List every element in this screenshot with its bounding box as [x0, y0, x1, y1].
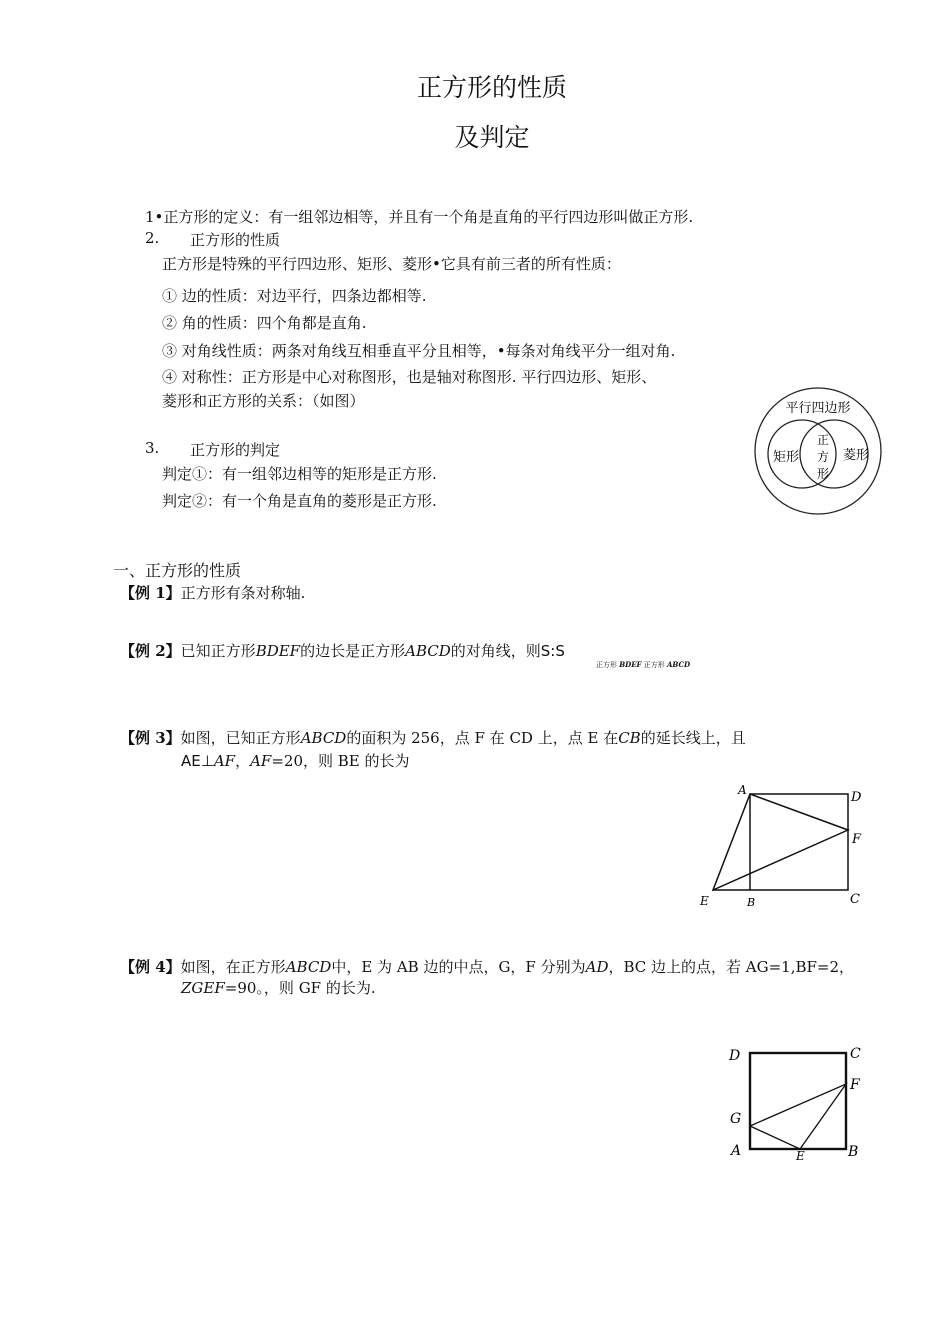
triangle-aef	[713, 794, 848, 890]
example-4-square-name: ABCD	[285, 958, 332, 976]
label-d: D	[729, 1048, 741, 1064]
example-4-text-c: ，BC 边上的点，若 AG=1,BF=2，	[608, 958, 855, 976]
label-a: A	[738, 783, 747, 797]
example-3-tag: 【例 3】	[120, 729, 181, 747]
example-3-comma: ，	[235, 752, 251, 770]
example-3-line-2	[181, 750, 410, 771]
item3-title: 正方形的判定	[190, 441, 281, 459]
item2-intro: 正方形是特殊的平行四边形、矩形、菱形•它具有前三者的所有性质：	[162, 255, 621, 273]
example-3-af-1: AF	[213, 752, 236, 770]
example-4-line-1	[120, 956, 854, 977]
definition-item: 1•正方形的定义：有一组邻边相等，并且有一个角是直角的平行四边形叫做正方形.	[145, 208, 694, 226]
example-3-af-2: AF	[250, 752, 272, 770]
example-3-text-b: 的面积为 256，点 F 在 CD 上，点 E 在	[346, 729, 619, 747]
property-sides: ① 边的性质：对边平行，四条边都相等.	[162, 287, 427, 305]
judgement-2: 判定②：有一个角是直角的菱形是正方形.	[162, 492, 437, 510]
venn-left-label: 矩形	[772, 450, 800, 465]
judgement-1: 判定①：有一组邻边相等的矩形是正方形.	[162, 465, 437, 483]
venn-diagram	[752, 386, 884, 516]
example-1	[120, 582, 305, 603]
venn-outer-label: 平行四边形	[785, 401, 851, 416]
square-abcd	[750, 1053, 846, 1149]
venn-center-char2: 方	[816, 450, 830, 464]
label-e: E	[796, 1149, 805, 1163]
square-abcd	[750, 794, 848, 890]
label-c: C	[850, 1046, 861, 1062]
example-1-tag: 【例 1】	[120, 584, 181, 602]
subscript-2-label: 正方形	[643, 661, 665, 669]
label-f: F	[850, 1077, 860, 1093]
example-1-text: 正方形有条对称轴.	[180, 584, 306, 602]
example-3-text-d: =20，则 BE 的长为	[271, 752, 410, 770]
example-2-ratio: S:S	[540, 642, 565, 660]
property-angles: ② 角的性质：四个角都是直角.	[162, 314, 367, 332]
example-3-square-name: ABCD	[300, 729, 347, 747]
venn-right-label: 菱形	[842, 448, 870, 463]
property-diagonals: ③ 对角线性质：两条对角线互相垂直平分且相等，•每条对角线平分一组对角.	[162, 342, 676, 360]
page-subtitle: 及判定	[454, 123, 530, 152]
label-b: B	[747, 896, 756, 909]
example-2-square-abcd: ABCD	[405, 642, 451, 660]
example-3-figure	[700, 783, 870, 910]
example-3-text-a: 如图，已知正方形	[180, 729, 301, 747]
example-4-text-d: =90。，则 GF 的长为.	[224, 979, 376, 997]
example-2-text-b: 的边长是正方形	[300, 642, 406, 660]
example-3-line-1	[120, 727, 746, 748]
property-symmetry: ④ 对称性：正方形是中心对称图形，也是轴对称图形. 平行四边形、矩形、	[162, 368, 657, 386]
subscript-1-label: 正方形	[596, 661, 617, 669]
example-4-figure	[726, 1042, 870, 1163]
example-3-segment-cb: CB	[618, 729, 641, 747]
subscript-2-name: ABCD	[667, 660, 691, 669]
example-2	[120, 640, 565, 661]
example-3-text-c: 的延长线上，且	[640, 729, 746, 747]
example-4-line-2	[181, 977, 376, 998]
section-heading: 一、正方形的性质	[113, 561, 242, 580]
label-e: E	[700, 894, 709, 908]
example-3-perp: AE⊥	[181, 752, 214, 770]
example-2-text-c: 的对角线，则	[450, 642, 541, 660]
triangle-gef	[750, 1084, 846, 1149]
page-title: 正方形的性质	[416, 73, 567, 102]
label-g: G	[730, 1111, 742, 1127]
relation-text: 菱形和正方形的关系：（如图）	[162, 392, 365, 410]
example-4-text-a: 如图，在正方形	[180, 958, 286, 976]
item2-number: 2.	[145, 229, 160, 247]
label-d: D	[851, 790, 862, 805]
label-c: C	[850, 892, 860, 907]
item3-number: 3.	[145, 439, 160, 457]
label-f: F	[852, 832, 862, 847]
example-2-subscripts	[596, 660, 690, 670]
subscript-1-name: BDEF	[619, 660, 642, 669]
venn-center-char1: 正	[816, 433, 830, 447]
example-4-text-b: 中，E 为 AB 边的中点，G，F 分别为	[331, 958, 586, 976]
example-4-segment-ad: AD	[585, 958, 609, 976]
label-a: A	[731, 1143, 742, 1159]
label-b: B	[848, 1144, 859, 1160]
example-2-tag: 【例 2】	[120, 642, 181, 660]
item2-title: 正方形的性质	[190, 231, 281, 249]
example-2-square-bdef: BDEF	[255, 642, 301, 660]
venn-center-char3: 形	[816, 467, 830, 481]
example-2-text-a: 已知正方形	[180, 642, 256, 660]
example-4-tag: 【例 4】	[120, 958, 181, 976]
example-4-angle-name: ZGEF	[181, 979, 225, 997]
